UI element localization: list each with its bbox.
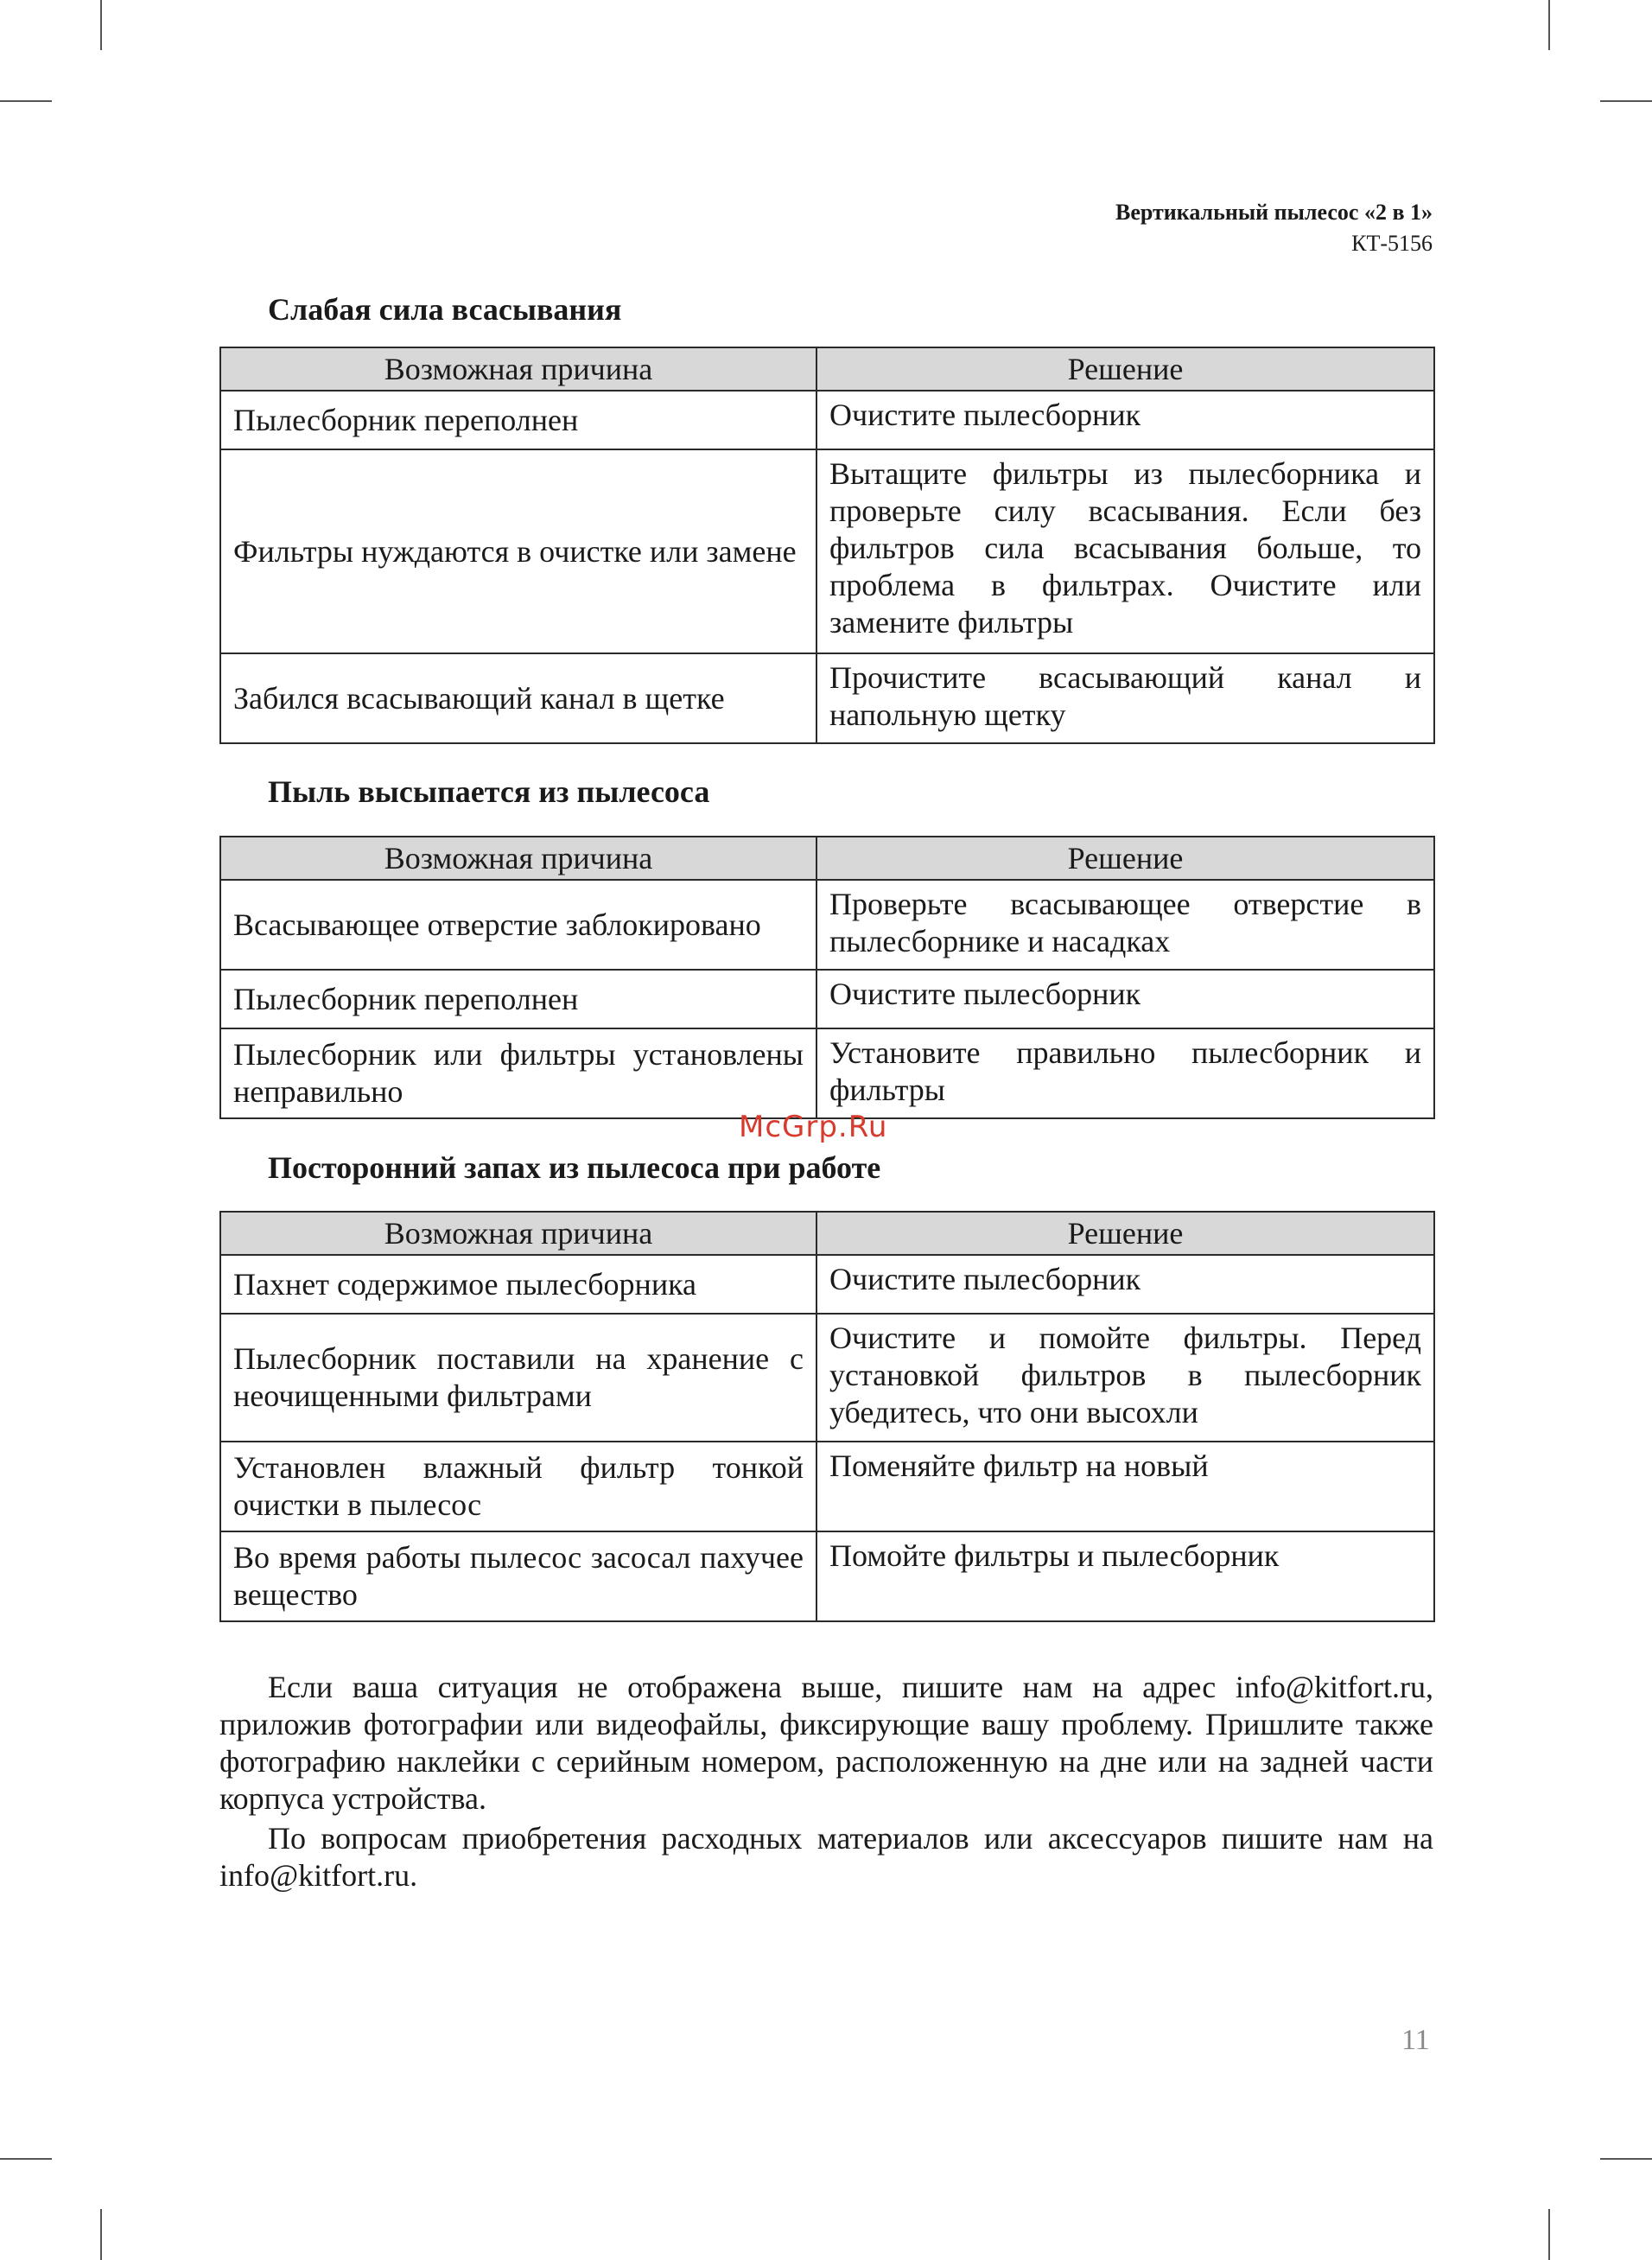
crop-mark	[1548, 0, 1550, 50]
page-number: 11	[1401, 2024, 1430, 2056]
section-title-weak-suction: Слабая сила всасывания	[268, 292, 622, 327]
section-title-odor: Посторонний запах из пылесоса при работе	[268, 1150, 881, 1185]
header-model: КТ-5156	[1351, 231, 1433, 256]
table-row	[220, 970, 1434, 1028]
table-row	[220, 880, 1434, 970]
crop-mark	[1600, 100, 1652, 102]
cause-cell: Забился всасывающий канал в щетке	[220, 653, 816, 743]
accessories-paragraph: По вопросам приобретения расходных материалов или аксессуаров пишите нам на info@kitfort.ru.	[219, 1821, 1433, 1893]
solution-cell: Поменяйте фильтр на новый	[816, 1442, 1434, 1531]
column-header-solution: Решение	[816, 347, 1434, 391]
section-title-dust-spills: Пыль высыпается из пылесоса	[268, 774, 710, 809]
table-row	[220, 1442, 1434, 1531]
column-header-cause: Возможная причина	[220, 837, 816, 880]
crop-mark	[1600, 2158, 1652, 2160]
table-row	[220, 391, 1434, 449]
solution-cell: Вытащите фильтры из пылесборника и проверьте силу всасывания. Если без фильтров сила всасывания больше, то проблема в фильтрах. Очистите или замените фильтры	[816, 449, 1434, 653]
solution-cell: Помойте фильтры и пылесборник	[816, 1531, 1434, 1621]
solution-cell: Установите правильно пылесборник и фильтры	[816, 1028, 1434, 1118]
cause-cell: Фильтры нуждаются в очистке или замене	[220, 449, 816, 653]
solution-cell: Очистите пылесборник	[816, 1255, 1434, 1314]
crop-mark	[100, 2209, 102, 2260]
solution-cell: Очистите пылесборник	[816, 970, 1434, 1028]
crop-mark	[0, 100, 52, 102]
table-row	[220, 1028, 1434, 1118]
table-row	[220, 653, 1434, 743]
solution-cell: Проверьте всасывающее отверстие в пылесборнике и насадках	[816, 880, 1434, 970]
contact-paragraph: Если ваша ситуация не отображена выше, пишите нам на адрес info@kitfort.ru, приложив фотографии или видеофайлы, фиксирующие вашу проблему. Пришлите также фотографию наклейки с серийным номером, расположенную на дне или на задней части корпуса устройства.	[219, 1670, 1433, 1816]
cause-cell: Пахнет содержимое пылесборника	[220, 1255, 816, 1314]
column-header-cause: Возможная причина	[220, 1212, 816, 1255]
table-row	[220, 1314, 1434, 1442]
column-header-cause: Возможная причина	[220, 347, 816, 391]
column-header-solution: Решение	[816, 837, 1434, 880]
column-header-solution: Решение	[816, 1212, 1434, 1255]
crop-mark	[100, 0, 102, 50]
table-row	[220, 1255, 1434, 1314]
cause-cell: Установлен влажный фильтр тонкой очистки в пылесос	[220, 1442, 816, 1531]
solution-cell: Очистите пылесборник	[816, 391, 1434, 449]
crop-mark	[1548, 2209, 1550, 2260]
cause-cell: Всасывающее отверстие заблокировано	[220, 880, 816, 970]
troubleshooting-table-dust-spills	[219, 836, 1435, 1119]
cause-cell: Пылесборник или фильтры установлены неправильно	[220, 1028, 816, 1118]
watermark: McGrp.Ru	[739, 1110, 888, 1144]
solution-cell: Очистите и помойте фильтры. Перед установкой фильтров в пылесборник убедитесь, что они высохли	[816, 1314, 1434, 1442]
crop-mark	[0, 2158, 52, 2160]
table-row	[220, 1531, 1434, 1621]
solution-cell: Прочистите всасывающий канал и напольную щетку	[816, 653, 1434, 743]
table-row	[220, 449, 1434, 653]
cause-cell: Пылесборник переполнен	[220, 970, 816, 1028]
document-header	[1115, 197, 1433, 259]
troubleshooting-table-weak-suction	[219, 347, 1435, 744]
cause-cell: Пылесборник переполнен	[220, 391, 816, 449]
header-title: Вертикальный пылесос «2 в 1»	[1115, 200, 1433, 225]
cause-cell: Во время работы пылесос засосал пахучее вещество	[220, 1531, 816, 1621]
troubleshooting-table-odor	[219, 1211, 1435, 1622]
cause-cell: Пылесборник поставили на хранение с неочищенными фильтрами	[220, 1314, 816, 1442]
